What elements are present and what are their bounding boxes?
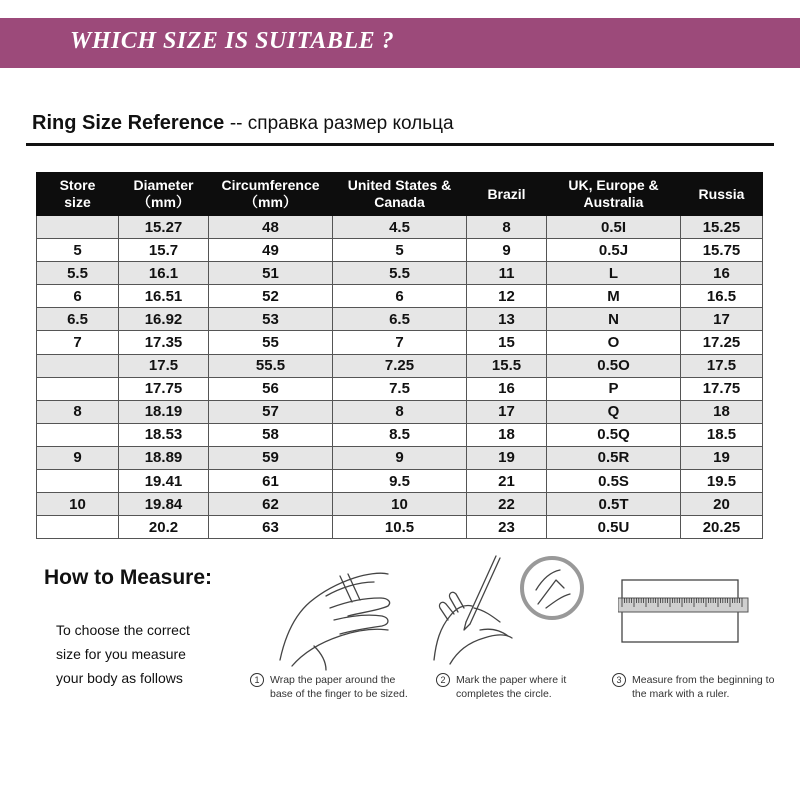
table-cell: 16	[681, 262, 763, 285]
table-cell: 17.75	[119, 377, 209, 400]
column-header	[37, 173, 119, 216]
banner-title: WHICH SIZE IS SUITABLE ?	[70, 28, 395, 54]
table-cell: 7.5	[333, 377, 467, 400]
column-header-line: Circumference	[221, 177, 320, 193]
table-cell: 48	[209, 216, 333, 239]
section-title-main: Ring Size Reference	[32, 112, 225, 134]
step-number-badge: 3	[612, 673, 626, 687]
table-cell: 57	[209, 400, 333, 423]
table-cell: 20.2	[119, 516, 209, 539]
table-cell	[37, 423, 119, 446]
table-cell	[37, 470, 119, 493]
table-cell	[37, 216, 119, 239]
table-cell: 7	[37, 331, 119, 354]
table-cell: 0.5S	[547, 470, 681, 493]
table-cell: 52	[209, 285, 333, 308]
column-header-line: Canada	[374, 194, 425, 210]
description-line: To choose the correct	[56, 622, 190, 638]
column-header-line: Australia	[583, 194, 644, 210]
table-cell: N	[547, 308, 681, 331]
column-header-line: Diameter	[133, 177, 194, 193]
table-cell: 10	[333, 493, 467, 516]
table-cell: 4.5	[333, 216, 467, 239]
table-cell: 19.5	[681, 470, 763, 493]
table-cell: 6.5	[37, 308, 119, 331]
table-cell: 18.89	[119, 446, 209, 469]
table-cell: 21	[467, 470, 547, 493]
table-row	[37, 354, 763, 377]
table-cell: 8	[467, 216, 547, 239]
table-cell: 17	[681, 308, 763, 331]
table-cell	[37, 354, 119, 377]
table-cell: 55	[209, 331, 333, 354]
table-cell: 7.25	[333, 354, 467, 377]
table-cell: 51	[209, 262, 333, 285]
table-row	[37, 308, 763, 331]
table-cell: 16.1	[119, 262, 209, 285]
how-to-measure-title: How to Measure:	[44, 566, 213, 589]
table-cell: 8	[333, 400, 467, 423]
step-2-caption	[436, 673, 596, 701]
how-to-measure-description	[56, 618, 256, 690]
table-cell: 9	[37, 446, 119, 469]
table-cell: 0.5I	[547, 216, 681, 239]
table-cell: 59	[209, 446, 333, 469]
mark-paper-illustration	[420, 550, 590, 670]
table-cell: 7	[333, 331, 467, 354]
wrap-finger-illustration	[270, 562, 400, 672]
table-cell: 15	[467, 331, 547, 354]
table-cell: 9	[333, 446, 467, 469]
column-header-line: Russia	[698, 185, 745, 202]
step-text-line: the mark with a ruler.	[632, 688, 730, 700]
table-cell: 16	[467, 377, 547, 400]
table-cell: 9.5	[333, 470, 467, 493]
step-text-line: base of the finger to be sized.	[270, 688, 408, 700]
table-row	[37, 470, 763, 493]
table-cell: 6	[333, 285, 467, 308]
section-title-subtitle: -- справка размер кольца	[229, 113, 454, 134]
table-cell: 17.5	[681, 354, 763, 377]
step-number-badge: 2	[436, 673, 450, 687]
table-cell: 9	[467, 239, 547, 262]
table-cell: 6	[37, 285, 119, 308]
table-cell: 17.25	[681, 331, 763, 354]
table-cell: 15.7	[119, 239, 209, 262]
table-cell: 0.5U	[547, 516, 681, 539]
table-cell: 58	[209, 423, 333, 446]
column-header-line: Brazil	[487, 185, 526, 202]
step-text-line: Mark the paper where it	[456, 674, 567, 686]
table-cell: 19	[681, 446, 763, 469]
table-cell: O	[547, 331, 681, 354]
table-cell: 61	[209, 470, 333, 493]
table-cell: 18.5	[681, 423, 763, 446]
table-row	[37, 516, 763, 539]
column-header	[119, 173, 209, 216]
size-table-container	[36, 172, 762, 539]
table-cell: 22	[467, 493, 547, 516]
step-number-badge: 1	[250, 673, 264, 687]
table-cell: L	[547, 262, 681, 285]
table-row	[37, 216, 763, 239]
column-header	[467, 173, 547, 216]
table-cell: 0.5Q	[547, 423, 681, 446]
description-line: your body as follows	[56, 670, 183, 686]
table-cell: 62	[209, 493, 333, 516]
table-cell: M	[547, 285, 681, 308]
table-cell: 0.5J	[547, 239, 681, 262]
table-cell: 15.5	[467, 354, 547, 377]
table-row	[37, 400, 763, 423]
table-cell: 6.5	[333, 308, 467, 331]
table-header-row	[37, 173, 763, 216]
table-cell: 63	[209, 516, 333, 539]
column-header-line: size	[64, 194, 91, 210]
table-row	[37, 377, 763, 400]
section-divider	[26, 143, 774, 146]
table-cell: 15.25	[681, 216, 763, 239]
section-title	[32, 112, 454, 135]
table-cell: 0.5O	[547, 354, 681, 377]
table-cell: 11	[467, 262, 547, 285]
table-cell: 19.41	[119, 470, 209, 493]
table-cell: 8.5	[333, 423, 467, 446]
step-text-line: completes the circle.	[456, 688, 552, 700]
table-cell: 55.5	[209, 354, 333, 377]
table-cell: 56	[209, 377, 333, 400]
table-cell	[37, 377, 119, 400]
column-header-line: United States &	[347, 177, 452, 193]
table-cell: 0.5R	[547, 446, 681, 469]
table-cell: 19	[467, 446, 547, 469]
table-cell	[37, 516, 119, 539]
table-row	[37, 423, 763, 446]
column-header	[547, 173, 681, 216]
table-cell: 18	[467, 423, 547, 446]
table-cell: 49	[209, 239, 333, 262]
table-cell: 17.75	[681, 377, 763, 400]
table-cell: 19.84	[119, 493, 209, 516]
column-header-line: Store	[59, 177, 96, 193]
table-row	[37, 285, 763, 308]
step-1-caption	[250, 673, 425, 701]
step-text-line: Wrap the paper around the	[270, 674, 396, 686]
table-cell: 13	[467, 308, 547, 331]
table-cell: 8	[37, 400, 119, 423]
table-cell: 20.25	[681, 516, 763, 539]
table-cell: Q	[547, 400, 681, 423]
table-cell: 5	[37, 239, 119, 262]
table-cell: 17.35	[119, 331, 209, 354]
table-cell: 17	[467, 400, 547, 423]
table-cell: 10.5	[333, 516, 467, 539]
table-cell: 53	[209, 308, 333, 331]
column-header-line: UK, Europe &	[568, 177, 659, 193]
table-cell: 18.19	[119, 400, 209, 423]
table-cell: P	[547, 377, 681, 400]
table-cell: 23	[467, 516, 547, 539]
table-row	[37, 239, 763, 262]
table-cell: 17.5	[119, 354, 209, 377]
ruler-illustration	[618, 578, 750, 648]
table-cell: 5	[333, 239, 467, 262]
table-row	[37, 446, 763, 469]
table-cell: 5.5	[37, 262, 119, 285]
table-cell: 5.5	[333, 262, 467, 285]
column-header	[209, 173, 333, 216]
table-cell: 10	[37, 493, 119, 516]
table-cell: 18.53	[119, 423, 209, 446]
table-row	[37, 262, 763, 285]
table-cell: 16.51	[119, 285, 209, 308]
column-header	[681, 173, 763, 216]
description-line: size for you measure	[56, 646, 186, 662]
table-body	[37, 216, 763, 539]
column-header-line: （mm）	[137, 194, 190, 210]
table-cell: 12	[467, 285, 547, 308]
table-cell: 15.27	[119, 216, 209, 239]
step-text-line: Measure from the beginning to	[632, 674, 775, 686]
table-cell: 16.5	[681, 285, 763, 308]
table-cell: 18	[681, 400, 763, 423]
ring-size-table	[36, 172, 763, 539]
table-cell: 16.92	[119, 308, 209, 331]
table-row	[37, 331, 763, 354]
header-banner	[0, 18, 800, 68]
table-cell: 0.5T	[547, 493, 681, 516]
step-3-caption	[612, 673, 792, 701]
table-cell: 15.75	[681, 239, 763, 262]
table-cell: 20	[681, 493, 763, 516]
column-header	[333, 173, 467, 216]
column-header-line: （mm）	[244, 194, 297, 210]
table-row	[37, 493, 763, 516]
